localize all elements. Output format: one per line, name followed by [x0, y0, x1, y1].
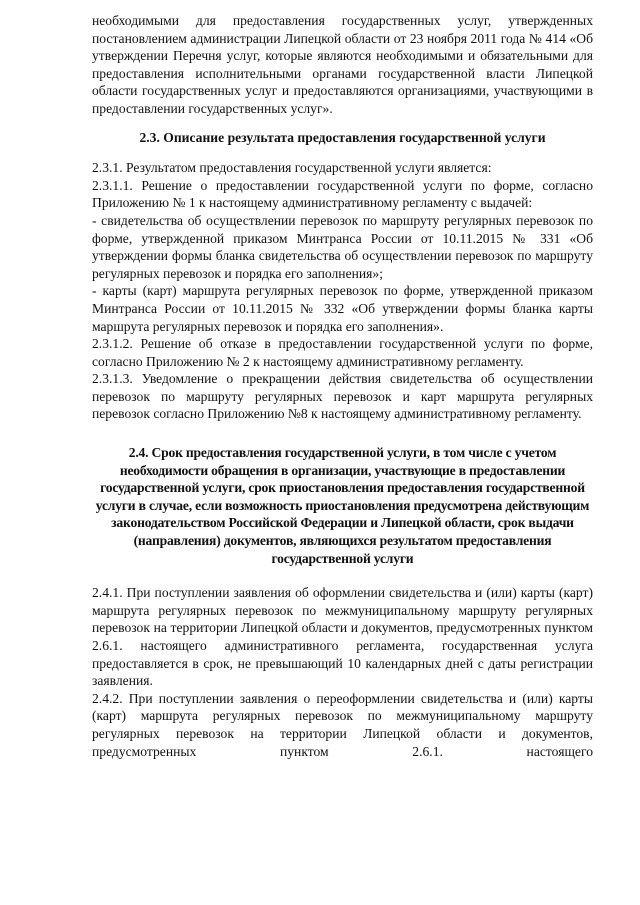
paragraph-2-4-2: 2.4.2. При поступлении заявления о переоформлении свидетельства и (или) карты (карт) маршрута регулярных перевозок по межмуниципальному маршруту регулярных перевозок на территории Липецкой области и документов, предусмотренных пунктом 2.6.1. настоящего: [92, 690, 593, 759]
paragraph-2-4-1: 2.4.1. При поступлении заявления об оформлении свидетельства и (или) карты (карт) маршрута регулярных перевозок по межмуниципальному маршруту регулярных перевозок на территории Липецкой области и документов, предусмотренных пунктом 2.6.1. настоящего административного регламента, государственная услуга предоставляется в срок, не превышающий 10 календарных дней с даты регистрации заявления.: [92, 585, 593, 689]
section-2-3-body: [92, 159, 593, 423]
section-2-4-body: [92, 584, 593, 760]
paragraph-2-3-1-3: 2.3.1.3. Уведомление о прекращении действия свидетельства об осуществлении перевозок по маршруту регулярных перевозок и карт маршрута регулярных перевозок согласно Приложению №8 к настоящему административному регламенту.: [92, 371, 593, 422]
list-item-route-card: - карты (карт) маршрута регулярных перевозок по форме, утвержденной приказом Минтранса России от 10.11.2015 № 332 «Об утверждении формы бланка карты маршрута регулярных перевозок и порядка его заполнения».: [92, 283, 593, 334]
section-2-3-heading: 2.3. Описание результата предоставления государственной услуги: [139, 129, 546, 145]
paragraph-2-3-1-2: 2.3.1.2. Решение об отказе в предоставлении государственной услуги по форме, согласно Приложению № 2 к настоящему административному регламенту.: [92, 336, 593, 369]
paragraph-2-3-1: 2.3.1. Результатом предоставления государственной услуги является:: [92, 160, 492, 176]
list-item-certificate: - свидетельства об осуществлении перевозок по маршруту регулярных перевозок по форме, утвержденной приказом Минтранса России от 10.11.2015 № 331 «Об утверждении формы бланка свидетельства об осуществлении перевозок по маршруту регулярных перевозок и порядка его заполнения»;: [92, 212, 593, 281]
paragraph-2-3-1-1: 2.3.1.1. Решение о предоставлении государственной услуги по форме, согласно Приложению № 1 к настоящему административному регламенту с выдачей:: [92, 177, 593, 211]
intro-paragraph: необходимыми для предоставления государственных услуг, утвержденных постановлением администрации Липецкой области от 23 ноября 2011 года № 414 «Об утверждении Перечня услуг, которые являются необходимыми и обязательными для предоставления исполнительными органами государственной власти Липецкой области государственных услуг и предоставляются организациями, участвующими в предоставлении государственных услуг».: [92, 13, 593, 116]
section-2-4-heading: 2.4. Срок предоставления государственной услуги, в том числе с учетом необходимости обращения в организации, участвующие в предоставлении государственной услуги, срок приостановления предоставления государственной услуги в случае, если возможность приостановления предусмотрена действующим законодательством Российской Федерации и Липецкой области, срок выдачи (направления) документов, являющихся результатом предоставления государственной услуги: [95, 445, 590, 566]
